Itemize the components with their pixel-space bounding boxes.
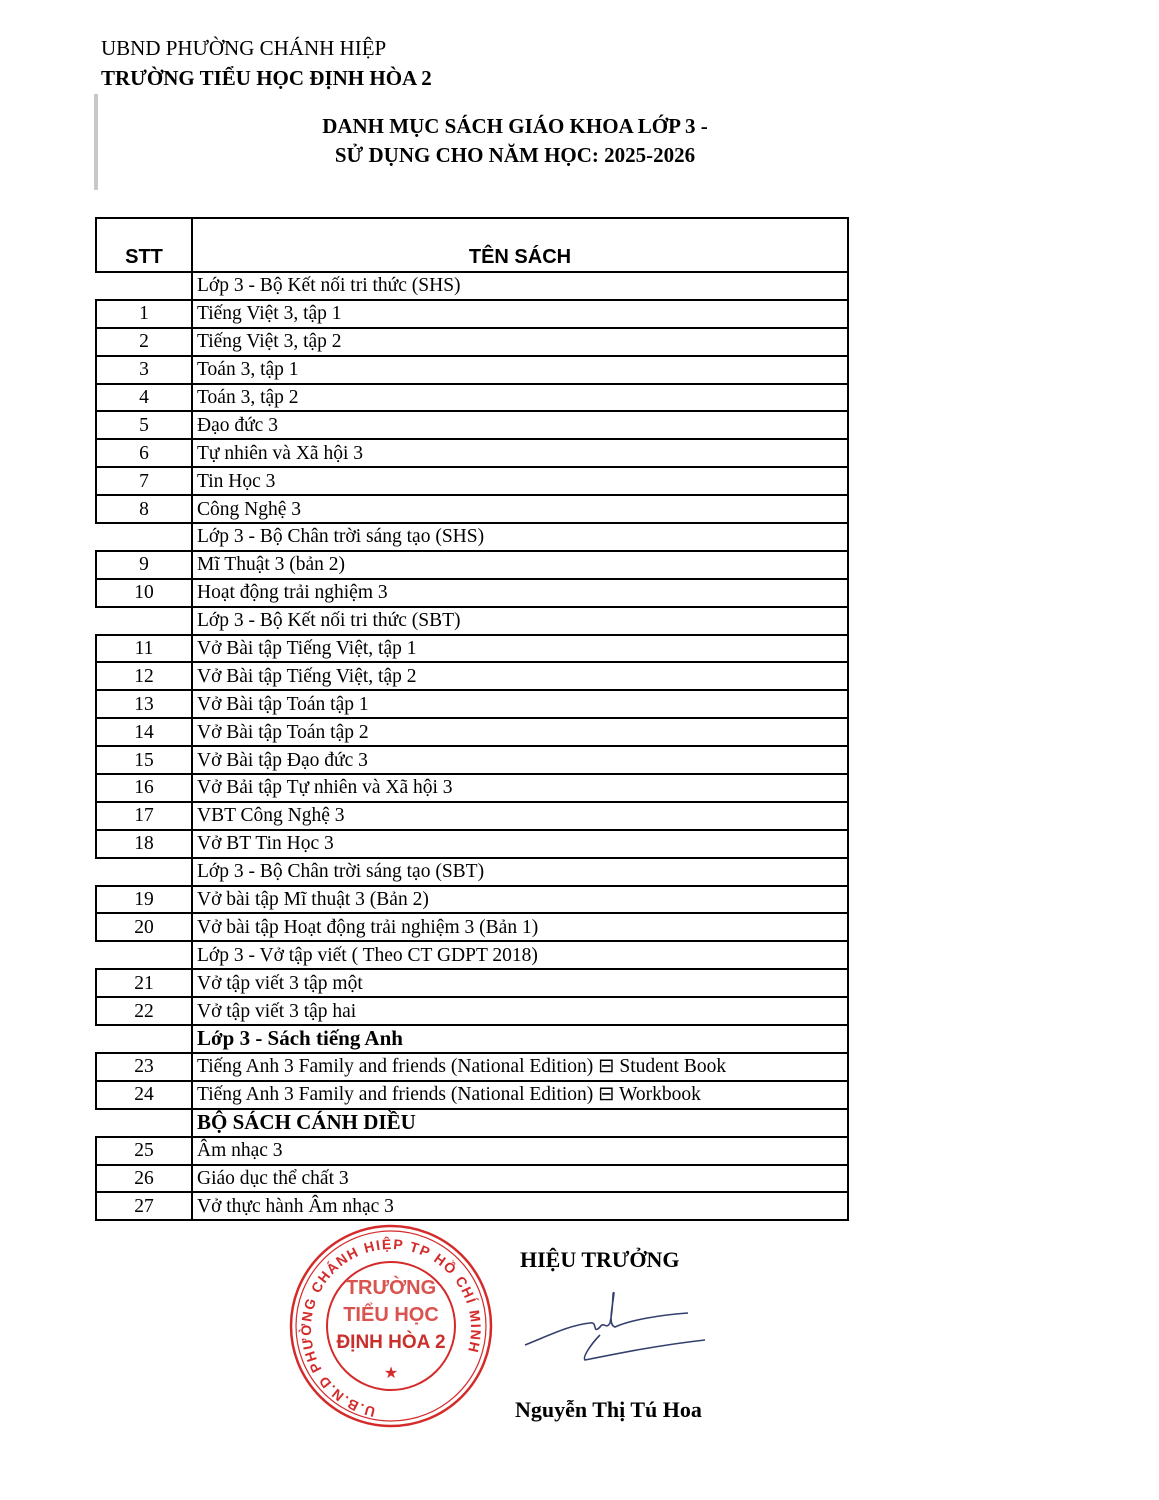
row-stt: 10 bbox=[96, 579, 192, 607]
table-row bbox=[96, 774, 848, 802]
table-row bbox=[96, 662, 848, 690]
margin-bar bbox=[94, 94, 98, 190]
row-book-name: Hoạt động trải nghiệm 3 bbox=[192, 579, 848, 607]
row-stt bbox=[96, 858, 192, 886]
row-stt: 5 bbox=[96, 411, 192, 439]
row-book-name: Lớp 3 - Bộ Chân trời sáng tạo (SHS) bbox=[192, 523, 848, 551]
table-group-row bbox=[96, 1109, 848, 1137]
row-stt bbox=[96, 523, 192, 551]
table-row bbox=[96, 467, 848, 495]
table-row bbox=[96, 913, 848, 941]
row-book-name: Vở bài tập Hoạt động trải nghiệm 3 (Bản 1) bbox=[192, 913, 848, 941]
table-row bbox=[96, 300, 848, 328]
row-book-name: Lớp 3 - Bộ Kết nối tri thức (SBT) bbox=[192, 607, 848, 635]
row-book-name: Toán 3, tập 1 bbox=[192, 356, 848, 384]
table-row bbox=[96, 1053, 848, 1081]
table-row bbox=[96, 411, 848, 439]
authority-name: UBND PHƯỜNG CHÁNH HIỆP bbox=[101, 36, 387, 60]
row-stt: 22 bbox=[96, 997, 192, 1025]
table-row bbox=[96, 1081, 848, 1109]
row-book-name: Vở Bài tập Toán tập 1 bbox=[192, 690, 848, 718]
row-book-name: Vở tập viết 3 tập hai bbox=[192, 997, 848, 1025]
table-row bbox=[96, 1137, 848, 1165]
signature-mark bbox=[520, 1285, 720, 1375]
row-stt bbox=[96, 272, 192, 300]
row-stt: 13 bbox=[96, 690, 192, 718]
row-stt: 17 bbox=[96, 802, 192, 830]
row-stt: 3 bbox=[96, 356, 192, 384]
table-group-row bbox=[96, 941, 848, 969]
table-group-row bbox=[96, 858, 848, 886]
row-book-name: Vở bài tập Mĩ thuật 3 (Bản 2) bbox=[192, 886, 848, 914]
row-book-name: Giáo dục thể chất 3 bbox=[192, 1165, 848, 1193]
table-row bbox=[96, 997, 848, 1025]
row-stt: 25 bbox=[96, 1137, 192, 1165]
row-book-name: Tự nhiên và Xã hội 3 bbox=[192, 439, 848, 467]
stamp-line-2: TIỂU HỌC bbox=[343, 1304, 439, 1326]
row-book-name: BỘ SÁCH CÁNH DIỀU bbox=[192, 1109, 848, 1137]
row-book-name: Lớp 3 - Sách tiếng Anh bbox=[192, 1025, 848, 1053]
row-stt: 15 bbox=[96, 746, 192, 774]
column-header-stt: STT bbox=[96, 218, 192, 272]
document-title: DANH MỤC SÁCH GIÁO KHOA LỚP 3 - bbox=[322, 114, 708, 138]
row-book-name: VBT Công Nghệ 3 bbox=[192, 802, 848, 830]
row-book-name: Lớp 3 - Vở tập viết ( Theo CT GDPT 2018) bbox=[192, 941, 848, 969]
row-stt bbox=[96, 1109, 192, 1137]
table-row bbox=[96, 579, 848, 607]
table-row bbox=[96, 718, 848, 746]
row-stt bbox=[96, 1025, 192, 1053]
table-row bbox=[96, 886, 848, 914]
row-book-name: Vở tập viết 3 tập một bbox=[192, 969, 848, 997]
row-stt: 18 bbox=[96, 830, 192, 858]
table-row bbox=[96, 439, 848, 467]
row-stt: 21 bbox=[96, 969, 192, 997]
row-stt bbox=[96, 941, 192, 969]
row-book-name: Vở Bài tập Tiếng Việt, tập 2 bbox=[192, 662, 848, 690]
row-stt bbox=[96, 607, 192, 635]
table-group-row bbox=[96, 607, 848, 635]
table-row bbox=[96, 328, 848, 356]
table-row bbox=[96, 384, 848, 412]
row-book-name: Tiếng Anh 3 Family and friends (National Edition) ⊟ Workbook bbox=[192, 1081, 848, 1109]
row-stt: 6 bbox=[96, 439, 192, 467]
table-row bbox=[96, 746, 848, 774]
row-stt: 8 bbox=[96, 495, 192, 523]
row-stt: 11 bbox=[96, 635, 192, 663]
row-book-name: Âm nhạc 3 bbox=[192, 1137, 848, 1165]
table-row bbox=[96, 551, 848, 579]
row-stt: 14 bbox=[96, 718, 192, 746]
table-row bbox=[96, 969, 848, 997]
table-row bbox=[96, 495, 848, 523]
row-book-name: Tiếng Việt 3, tập 1 bbox=[192, 300, 848, 328]
row-stt: 20 bbox=[96, 913, 192, 941]
row-stt: 23 bbox=[96, 1053, 192, 1081]
row-book-name: Vở Bài tập Đạo đức 3 bbox=[192, 746, 848, 774]
school-name: TRƯỜNG TIỂU HỌC ĐỊNH HÒA 2 bbox=[101, 66, 432, 90]
table-header-row bbox=[96, 218, 848, 272]
row-book-name: Vở Bải tập Tự nhiên và Xã hội 3 bbox=[192, 774, 848, 802]
row-book-name: Mĩ Thuật 3 (bản 2) bbox=[192, 551, 848, 579]
column-header-name: TÊN SÁCH bbox=[192, 218, 848, 272]
row-book-name: Đạo đức 3 bbox=[192, 411, 848, 439]
signature-title: HIỆU TRƯỞNG bbox=[520, 1247, 680, 1272]
table-row bbox=[96, 635, 848, 663]
school-stamp bbox=[284, 1224, 499, 1429]
row-stt: 27 bbox=[96, 1192, 192, 1220]
row-stt: 9 bbox=[96, 551, 192, 579]
star-icon: ★ bbox=[383, 1365, 399, 1382]
stamp-line-1: TRƯỜNG bbox=[345, 1277, 437, 1299]
table-row bbox=[96, 830, 848, 858]
row-stt: 19 bbox=[96, 886, 192, 914]
row-stt: 2 bbox=[96, 328, 192, 356]
document-subtitle: SỬ DỤNG CHO NĂM HỌC: 2025-2026 bbox=[334, 143, 696, 167]
row-stt: 1 bbox=[96, 300, 192, 328]
row-book-name: Lớp 3 - Bộ Kết nối tri thức (SHS) bbox=[192, 272, 848, 300]
textbook-table bbox=[95, 217, 849, 1221]
table-row bbox=[96, 1192, 848, 1220]
row-book-name: Toán 3, tập 2 bbox=[192, 384, 848, 412]
row-book-name: Vở BT Tin Học 3 bbox=[192, 830, 848, 858]
row-book-name: Tin Học 3 bbox=[192, 467, 848, 495]
row-book-name: Lớp 3 - Bộ Chân trời sáng tạo (SBT) bbox=[192, 858, 848, 886]
table-group-row bbox=[96, 1025, 848, 1053]
stamp-line-3: ĐỊNH HÒA 2 bbox=[336, 1332, 446, 1353]
table-row bbox=[96, 356, 848, 384]
row-book-name: Vở Bài tập Toán tập 2 bbox=[192, 718, 848, 746]
row-stt: 16 bbox=[96, 774, 192, 802]
table-group-row bbox=[96, 272, 848, 300]
row-book-name: Vở thực hành Âm nhạc 3 bbox=[192, 1192, 848, 1220]
table-row bbox=[96, 1165, 848, 1193]
table-row bbox=[96, 802, 848, 830]
row-stt: 24 bbox=[96, 1081, 192, 1109]
table-row bbox=[96, 690, 848, 718]
row-stt: 7 bbox=[96, 467, 192, 495]
row-book-name: Tiếng Anh 3 Family and friends (National Edition) ⊟ Student Book bbox=[192, 1053, 848, 1081]
principal-name: Nguyễn Thị Tú Hoa bbox=[515, 1397, 702, 1422]
row-book-name: Công Nghệ 3 bbox=[192, 495, 848, 523]
row-stt: 4 bbox=[96, 384, 192, 412]
table-group-row bbox=[96, 523, 848, 551]
stamp-ring-text: U.B.N.D PHƯỜNG CHÁNH HIỆP TP HỒ CHÍ MINH bbox=[298, 1235, 485, 1421]
row-book-name: Vở Bài tập Tiếng Việt, tập 1 bbox=[192, 635, 848, 663]
row-stt: 12 bbox=[96, 662, 192, 690]
row-stt: 26 bbox=[96, 1165, 192, 1193]
row-book-name: Tiếng Việt 3, tập 2 bbox=[192, 328, 848, 356]
